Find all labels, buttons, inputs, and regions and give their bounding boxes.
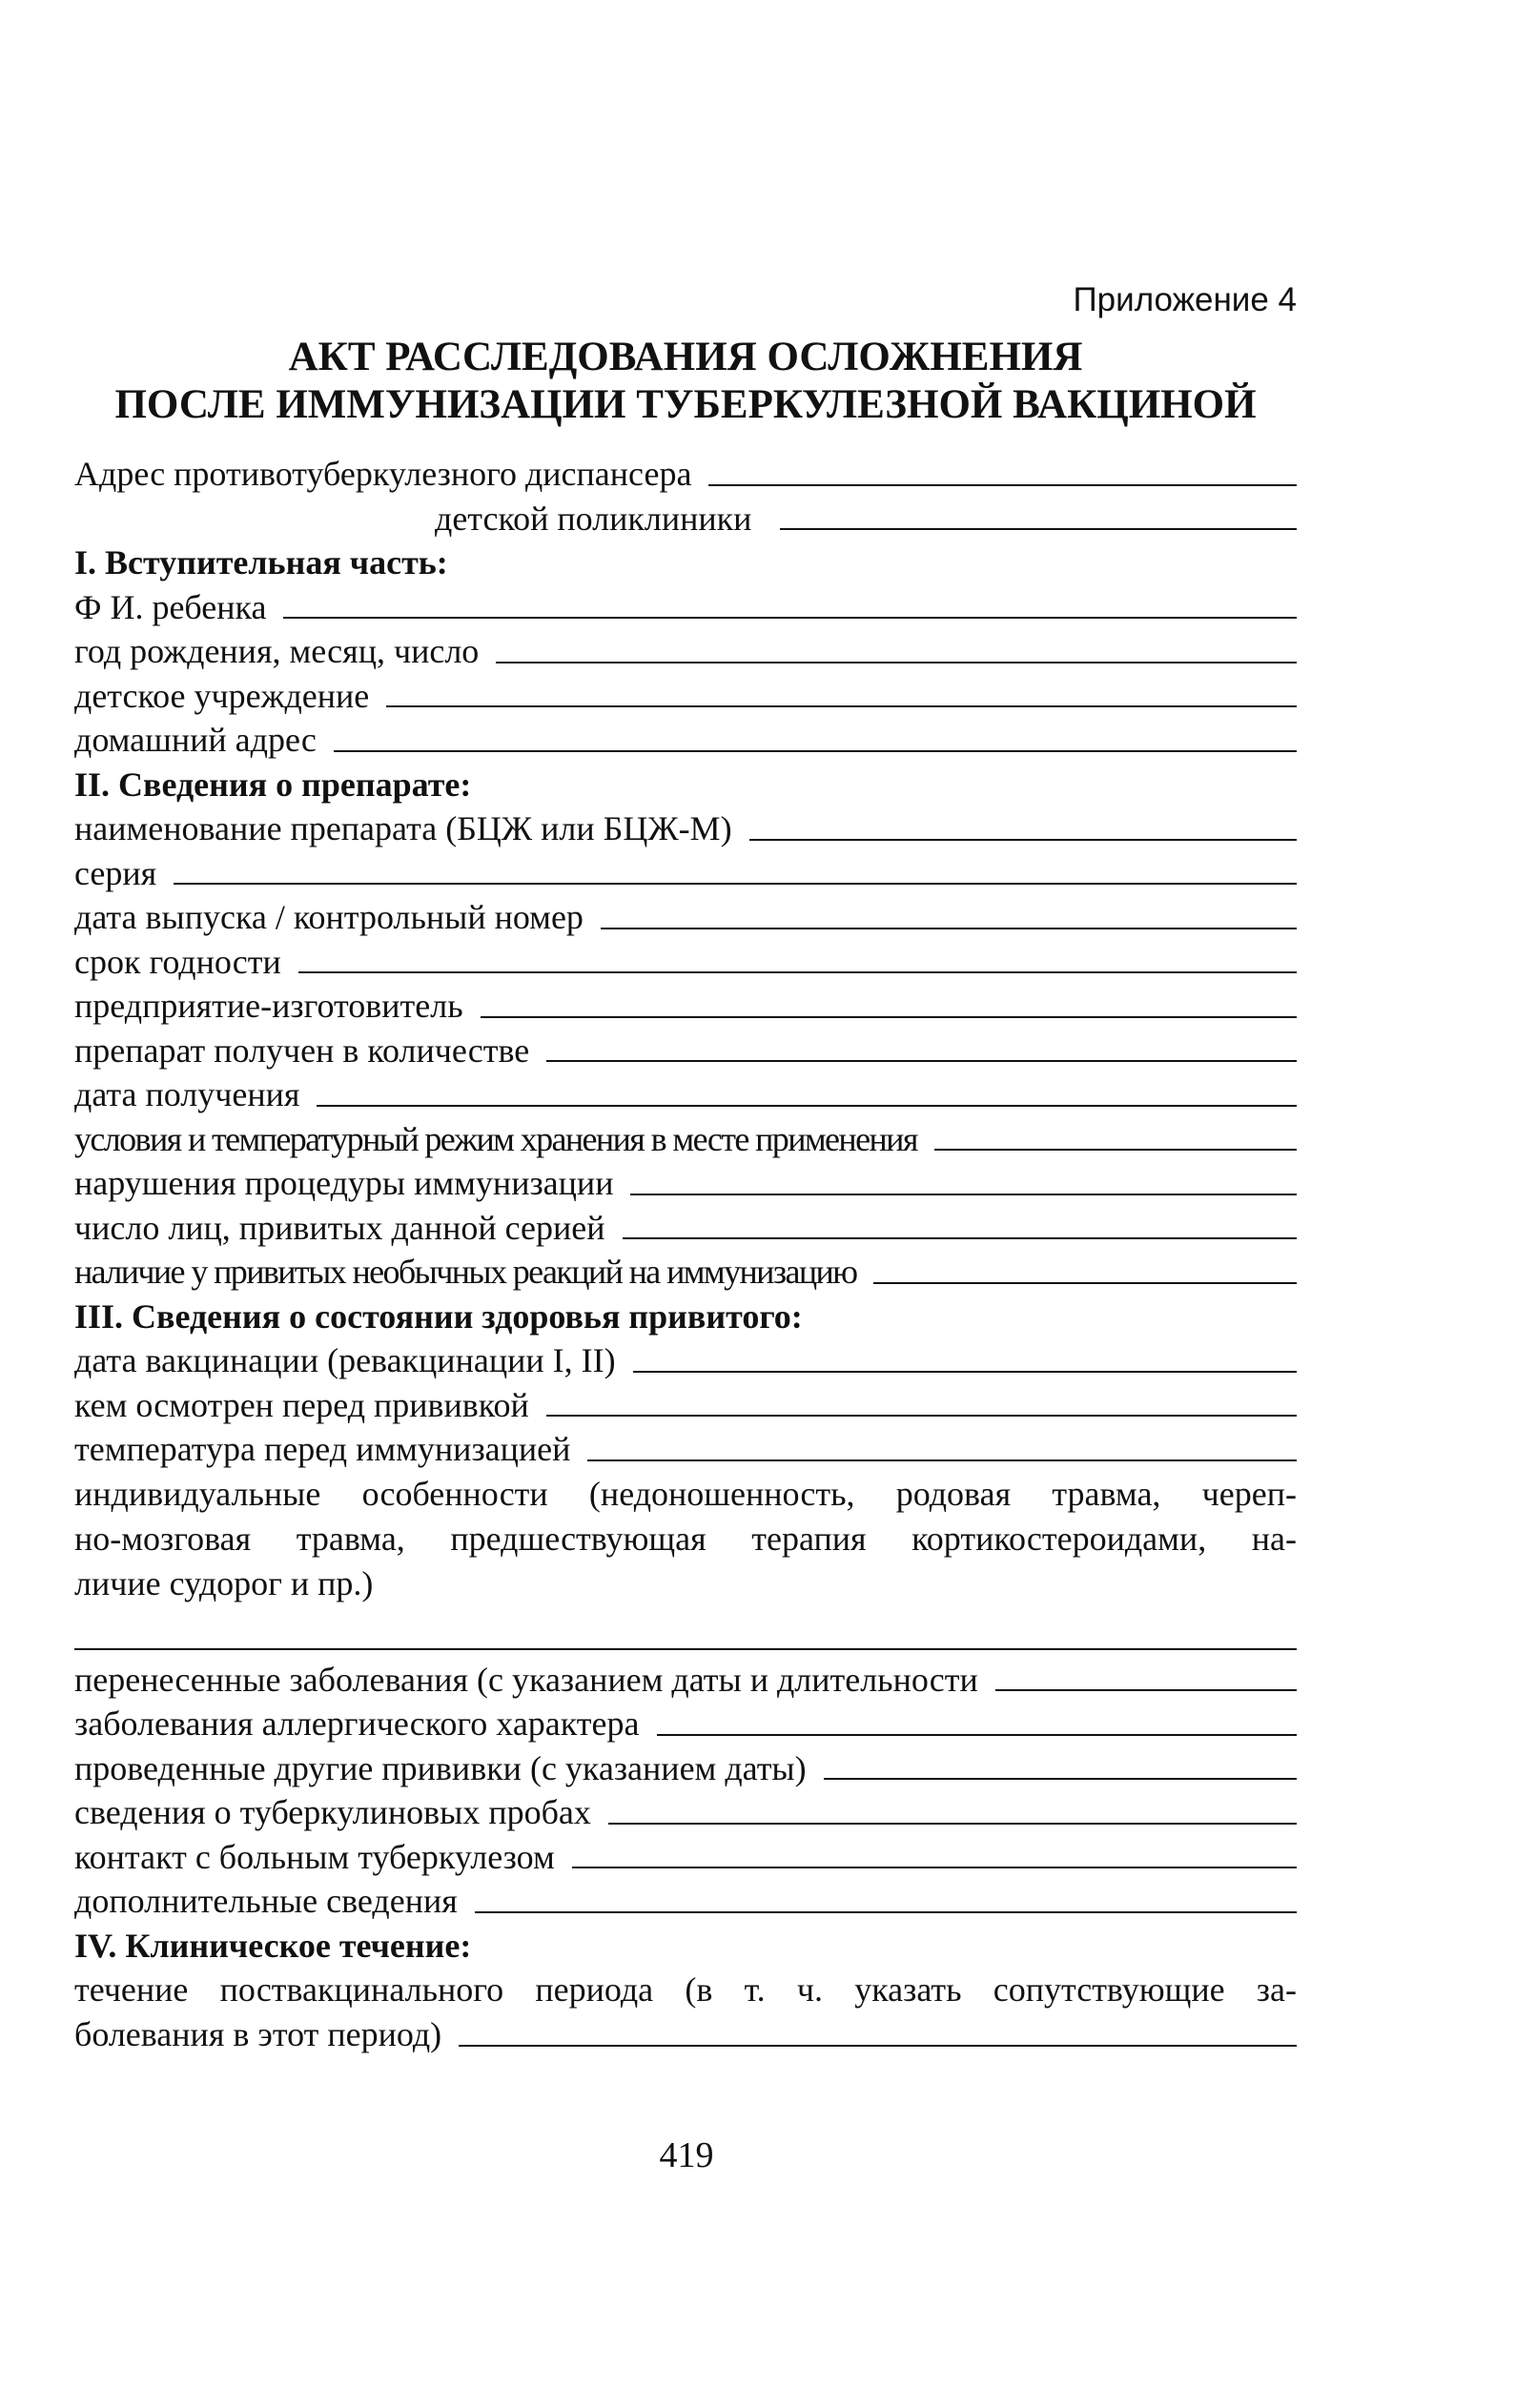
field-expiry[interactable] bbox=[74, 940, 1297, 985]
fill-line[interactable] bbox=[283, 617, 1297, 619]
field-label: детское учреждение bbox=[74, 676, 370, 715]
field-polyclinic-address[interactable] bbox=[74, 497, 1297, 541]
fill-line[interactable] bbox=[481, 1016, 1297, 1018]
fill-line[interactable] bbox=[174, 883, 1297, 885]
fill-line[interactable] bbox=[546, 1415, 1297, 1417]
clinical-course-paragraph bbox=[74, 1968, 1297, 2012]
field-label: перенесенные заболевания (с указанием даты и длительности bbox=[74, 1660, 978, 1699]
field-tuberculin-tests[interactable] bbox=[74, 1790, 1297, 1835]
field-label: дата выпуска / контрольный номер bbox=[74, 898, 584, 936]
field-label: дата вакцинации (ревакцинации I, II) bbox=[74, 1341, 616, 1379]
field-additional-info[interactable] bbox=[74, 1879, 1297, 1924]
field-label: год рождения, месяц, число bbox=[74, 632, 480, 670]
individual-features-paragraph bbox=[74, 1472, 1297, 1606]
field-series[interactable] bbox=[74, 851, 1297, 896]
fill-line[interactable] bbox=[934, 1149, 1297, 1151]
field-other-vaccinations[interactable] bbox=[74, 1746, 1297, 1791]
field-label: препарат получен в количестве bbox=[74, 1031, 530, 1070]
section-heading-3: III. Сведения о состоянии здоровья привитого: bbox=[74, 1296, 803, 1336]
fill-line[interactable] bbox=[608, 1823, 1297, 1825]
section-heading-2: II. Сведения о препарате: bbox=[74, 765, 472, 804]
field-label: заболевания аллергического характера bbox=[74, 1704, 640, 1743]
fill-line[interactable] bbox=[546, 1060, 1297, 1062]
field-release-date[interactable] bbox=[74, 895, 1297, 940]
field-label: наименование препарата (БЦЖ или БЦЖ-М) bbox=[74, 809, 732, 847]
fill-line[interactable] bbox=[459, 2045, 1297, 2047]
field-tb-contact[interactable] bbox=[74, 1835, 1297, 1880]
fill-line[interactable] bbox=[824, 1778, 1297, 1780]
field-label: сведения о туберкулиновых пробах bbox=[74, 1793, 591, 1831]
field-birth-date[interactable] bbox=[74, 629, 1297, 674]
fill-line[interactable] bbox=[623, 1237, 1297, 1239]
field-child-institution[interactable] bbox=[74, 674, 1297, 719]
field-manufacturer[interactable] bbox=[74, 984, 1297, 1029]
appendix-label: Приложение 4 bbox=[1073, 281, 1297, 318]
fill-line[interactable] bbox=[386, 705, 1297, 707]
paragraph-line: но-мозговая травма, предшествующая терапия кортикостероидами, на- bbox=[74, 1519, 1297, 1558]
field-drug-name[interactable] bbox=[74, 806, 1297, 851]
field-label: серия bbox=[74, 853, 157, 892]
field-label: температура перед иммунизацией bbox=[74, 1430, 571, 1468]
fill-line[interactable] bbox=[572, 1867, 1297, 1868]
fill-line[interactable] bbox=[587, 1459, 1297, 1461]
fill-line[interactable] bbox=[873, 1282, 1297, 1284]
field-vaccination-date[interactable] bbox=[74, 1338, 1297, 1383]
field-dispensary-address[interactable] bbox=[74, 452, 1297, 497]
field-label: Адрес противотуберкулезного диспансера bbox=[74, 455, 692, 493]
field-label: домашний адрес bbox=[74, 721, 317, 759]
field-vaccinated-count[interactable] bbox=[74, 1206, 1297, 1251]
field-label: наличие у привитых необычных реакций на иммунизацию bbox=[74, 1253, 857, 1291]
fill-line[interactable] bbox=[496, 662, 1297, 663]
field-procedure-violations[interactable] bbox=[74, 1161, 1297, 1206]
field-label: дата получения bbox=[74, 1075, 300, 1113]
field-label: детской поликлиники bbox=[435, 499, 752, 538]
page-number: 419 bbox=[659, 2135, 714, 2175]
field-label: условия и температурный режим хранения в месте применения bbox=[74, 1119, 917, 1158]
document-title bbox=[74, 334, 1297, 429]
fill-line[interactable] bbox=[633, 1371, 1297, 1373]
field-examined-by[interactable] bbox=[74, 1383, 1297, 1428]
fill-line[interactable] bbox=[657, 1734, 1298, 1736]
field-temperature[interactable] bbox=[74, 1427, 1297, 1472]
paragraph-line: течение поствакцинального периода (в т. ч. указать сопутствующие за- bbox=[74, 1970, 1297, 2009]
section-heading-4: IV. Клиническое течение: bbox=[74, 1926, 472, 1965]
field-label: проведенные другие прививки (с указанием даты) bbox=[74, 1748, 807, 1787]
field-child-name[interactable] bbox=[74, 585, 1297, 630]
field-label: кем осмотрен перед прививкой bbox=[74, 1385, 529, 1424]
field-home-address[interactable] bbox=[74, 718, 1297, 763]
field-label: срок годности bbox=[74, 942, 281, 981]
title-line-2: ПОСЛЕ ИММУНИЗАЦИИ ТУБЕРКУЛЕЗНОЙ ВАКЦИНОЙ bbox=[114, 382, 1257, 427]
field-label: предприятие-изготовитель bbox=[74, 987, 463, 1025]
fill-line[interactable] bbox=[334, 750, 1297, 752]
form-page bbox=[74, 276, 1297, 2057]
field-label: Ф И. ребенка bbox=[74, 587, 267, 626]
field-label: нарушения процедуры иммунизации bbox=[74, 1164, 614, 1202]
fill-line[interactable] bbox=[749, 839, 1297, 841]
fill-line[interactable] bbox=[995, 1689, 1297, 1691]
paragraph-line: личие судорог и пр.) bbox=[74, 1563, 374, 1602]
field-label: дополнительные сведения bbox=[74, 1882, 458, 1920]
field-receipt-date[interactable] bbox=[74, 1072, 1297, 1117]
field-label: контакт с больным туберкулезом bbox=[74, 1837, 555, 1876]
field-label: болевания в этот период) bbox=[74, 2015, 442, 2053]
field-quantity-received[interactable] bbox=[74, 1029, 1297, 1073]
field-past-diseases[interactable] bbox=[74, 1658, 1297, 1703]
fill-line[interactable] bbox=[780, 528, 1297, 530]
field-label: число лиц, привитых данной серией bbox=[74, 1208, 605, 1247]
title-line-1: АКТ РАССЛЕДОВАНИЯ ОСЛОЖНЕНИЯ bbox=[288, 335, 1083, 379]
field-postvaccinal-course[interactable] bbox=[74, 2012, 1297, 2057]
fill-line[interactable] bbox=[601, 928, 1297, 929]
field-allergic-diseases[interactable] bbox=[74, 1702, 1297, 1746]
fill-line[interactable] bbox=[475, 1911, 1297, 1913]
section-heading-1: I. Вступительная часть: bbox=[74, 543, 448, 582]
field-storage-conditions[interactable] bbox=[74, 1117, 1297, 1162]
fill-line[interactable] bbox=[708, 484, 1297, 486]
fill-line[interactable] bbox=[630, 1194, 1297, 1195]
field-unusual-reactions[interactable] bbox=[74, 1250, 1297, 1295]
fill-line[interactable] bbox=[298, 971, 1297, 973]
fill-line[interactable] bbox=[317, 1105, 1297, 1107]
fill-line-full[interactable] bbox=[74, 1648, 1297, 1650]
paragraph-line: индивидуальные особенности (недоношенность, родовая травма, череп- bbox=[74, 1474, 1297, 1513]
